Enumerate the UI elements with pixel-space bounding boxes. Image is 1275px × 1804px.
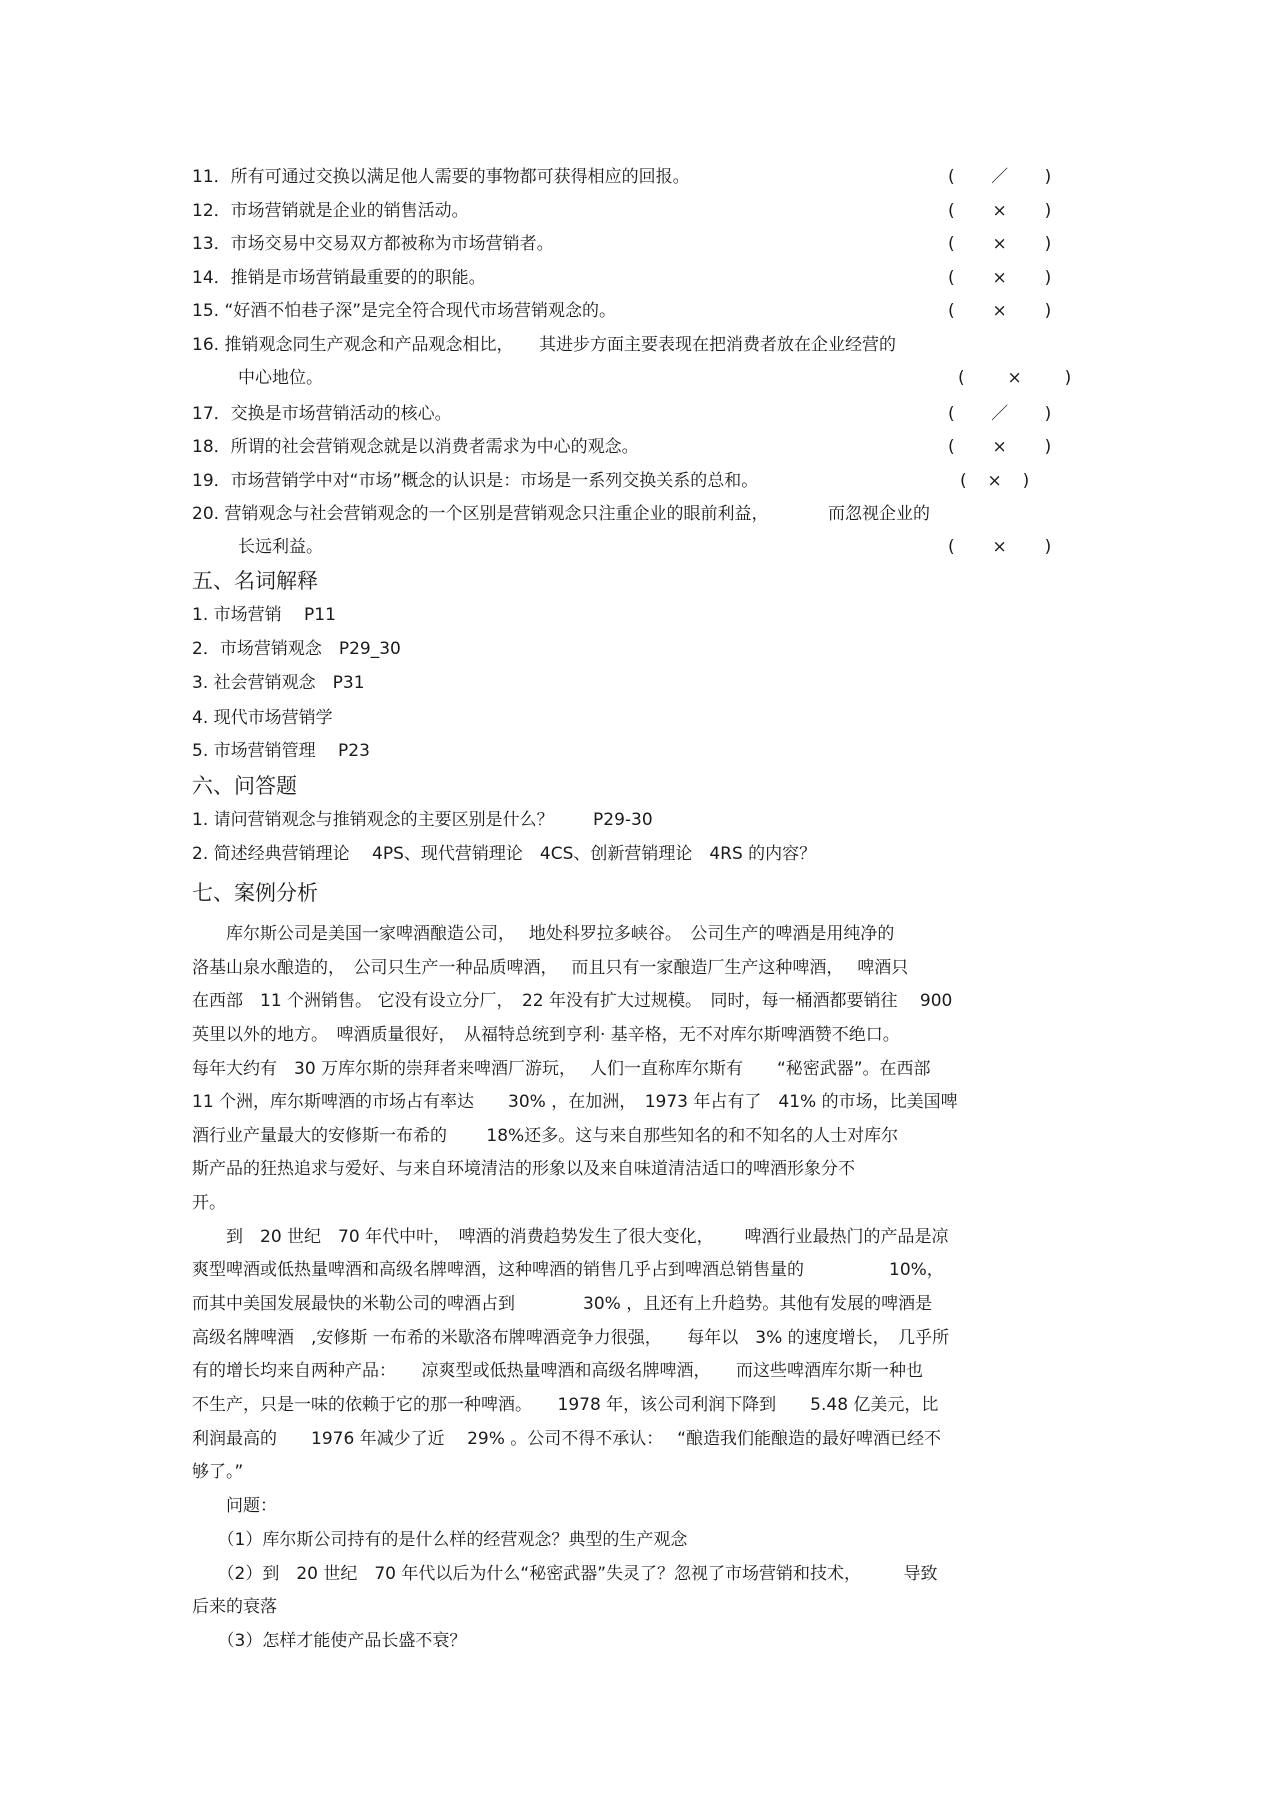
paren-open: ( (948, 234, 955, 254)
paren-open: ( (948, 404, 955, 424)
case-question: （2）到 20 世纪 70 年代以后为什么“秘密武器”失灵了？忽视了市场营销和技术， 导致 (192, 1564, 938, 1584)
term-item: 5. 市场营销管理 P23 (192, 741, 370, 761)
case-question-continued: 后来的衰落 (192, 1597, 277, 1617)
judge-item-12: 12．市场营销就是企业的销售活动。 (192, 201, 469, 221)
paren-open: ( (948, 167, 955, 187)
case-paragraph-line: 爽型啤酒或低热量啤酒和高级名牌啤酒，这种啤酒的销售几乎占到啤酒总销售量的 10%， (192, 1260, 944, 1280)
case-paragraph-line: 酒行业产量最大的安修斯一布希的 18%还多。这与来自那些知名的和不知名的人士对库尔 (192, 1126, 899, 1146)
paren-open: ( (948, 268, 955, 288)
case-paragraph-line: 斯产品的狂热追求与爱好、与来自环境清洁的形象以及来自味道清洁适口的啤酒形象分不 (192, 1159, 855, 1179)
judge-answer-12 (948, 200, 1051, 222)
judge-item-18: 18．所谓的社会营销观念就是以消费者需求为中心的观念。 (192, 437, 639, 457)
judge-item-19: 19．市场营销学中对“市场”概念的认识是：市场是一系列交换关系的总和。 (192, 471, 759, 491)
slash-mark-icon: ／ (991, 167, 1009, 187)
judge-item-20-continued: 长远利益。 (238, 537, 323, 557)
case-paragraph-line: 有的增长均来自两种产品： 凉爽型或低热量啤酒和高级名牌啤酒， 而这些啤酒库尔斯一种也 (192, 1361, 923, 1381)
paren-close: ) (1044, 201, 1052, 221)
case-paragraph-line: 每年大约有 30 万库尔斯的崇拜者来啤酒厂游玩， 人们一直称库尔斯有 “秘密武器”。在西部 (192, 1059, 931, 1079)
paren-open: ( (948, 537, 955, 557)
paren-open: ( (948, 437, 955, 457)
judge-answer-16 (958, 367, 1071, 389)
judge-answer-17 (948, 403, 1051, 425)
case-paragraph-line: 而其中美国发展最快的米勒公司的啤酒占到 30% ，且还有上升趋势。其他有发展的啤酒是 (192, 1294, 933, 1314)
cross-mark-icon: × (992, 537, 1007, 557)
cross-mark-icon: × (992, 234, 1007, 254)
paren-close: ) (1044, 268, 1052, 288)
terms-heading: 五、名词解释 (192, 569, 318, 593)
case-paragraph-line: 11 个洲，库尔斯啤酒的市场占有率达 30% ，在加洲， 1973 年占有了 41% 的市场，比美国啤 (192, 1092, 958, 1112)
case-paragraph-line: 到 20 世纪 70 年代中叶， 啤酒的消费趋势发生了很大变化， 啤酒行业最热门的产品是凉 (192, 1227, 949, 1247)
case-paragraph-line: 在西部 11 个洲销售。 它没有设立分厂， 22 年没有扩大过规模。 同时，每一桶酒都要销往 900 (192, 991, 953, 1011)
cross-mark-icon: × (992, 437, 1007, 457)
case-paragraph-line: 洛基山泉水酿造的， 公司只生产一种品质啤酒， 而且只有一家酿造厂生产这种啤酒， 啤酒只 (192, 958, 909, 978)
term-item: 3. 社会营销观念 P31 (192, 673, 365, 693)
paren-close: ) (1064, 368, 1072, 388)
cross-mark-icon: × (992, 301, 1007, 321)
case-question: （1）库尔斯公司持有的是什么样的经营观念？典型的生产观念 (192, 1530, 688, 1550)
judge-item-15: 15. “好酒不怕巷子深”是完全符合现代市场营销观念的。 (192, 301, 617, 321)
qa-heading: 六、问答题 (192, 774, 297, 798)
judge-answer-18 (948, 436, 1051, 458)
case-paragraph-line: 英里以外的地方。 啤酒质量很好， 从福特总统到亨利· 基辛格，无不对库尔斯啤酒赞不绝口。 (192, 1025, 900, 1045)
paren-close: ) (1022, 471, 1030, 491)
cross-mark-icon: × (1007, 368, 1022, 388)
paren-open: ( (958, 368, 965, 388)
judge-item-16: 16. 推销观念同生产观念和产品观念相比， 其进步方面主要表现在把消费者放在企业经营的 (192, 335, 896, 355)
judge-item-17: 17．交换是市场营销活动的核心。 (192, 404, 452, 424)
judge-item-16-continued: 中心地位。 (238, 368, 323, 388)
cross-mark-icon: × (987, 471, 1002, 491)
cross-mark-icon: × (992, 201, 1007, 221)
case-paragraph-line: 开。 (192, 1193, 226, 1213)
qa-item: 1. 请问营销观念与推销观念的主要区别是什么？ P29-30 (192, 810, 653, 830)
judge-item-11: 11．所有可通过交换以满足他人需要的事物都可获得相应的回报。 (192, 167, 690, 187)
judge-answer-14 (948, 267, 1051, 289)
judge-answer-15 (948, 300, 1051, 322)
term-item: 2．市场营销观念 P29_30 (192, 639, 401, 659)
paren-close: ) (1044, 167, 1052, 187)
case-paragraph-line: 高级名牌啤酒 ,安修斯 一布希的米歇洛布牌啤酒竞争力很强， 每年以 3% 的速度增长， 几乎所 (192, 1328, 950, 1348)
case-question: （3）怎样才能使产品长盛不衰？ (192, 1631, 467, 1651)
question-label: 问题： (192, 1496, 277, 1516)
judge-answer-19 (960, 470, 1029, 492)
paren-close: ) (1044, 537, 1052, 557)
qa-item: 2. 简述经典营销理论 4PS、现代营销理论 4CS、创新营销理论 4RS 的内容？ (192, 844, 817, 864)
case-heading: 七、案例分析 (192, 881, 318, 905)
judge-answer-20 (948, 536, 1051, 558)
cross-mark-icon: × (992, 268, 1007, 288)
paren-close: ) (1044, 404, 1052, 424)
slash-mark-icon: ／ (991, 404, 1009, 424)
judge-item-14: 14．推销是市场营销最重要的的职能。 (192, 268, 486, 288)
paren-close: ) (1044, 234, 1052, 254)
judge-answer-13 (948, 233, 1051, 255)
judge-item-13: 13．市场交易中交易双方都被称为市场营销者。 (192, 234, 554, 254)
term-item: 1. 市场营销 P11 (192, 605, 336, 625)
term-item: 4. 现代市场营销学 (192, 708, 333, 728)
case-paragraph-line: 库尔斯公司是美国一家啤酒酿造公司， 地处科罗拉多峡谷。 公司生产的啤酒是用纯净的 (192, 924, 895, 944)
paren-open: ( (960, 471, 967, 491)
judge-answer-11 (948, 166, 1051, 188)
paren-close: ) (1044, 437, 1052, 457)
paren-close: ) (1044, 301, 1052, 321)
judge-item-20: 20. 营销观念与社会营销观念的一个区别是营销观念只注重企业的眼前利益， 而忽视企业的 (192, 504, 930, 524)
case-paragraph-line: 不生产，只是一味的依赖于它的那一种啤酒。 1978 年，该公司利润下降到 5.48 亿美元，比 (192, 1395, 939, 1415)
case-paragraph-line: 利润最高的 1976 年减少了近 29% 。公司不得不承认： “酿造我们能酿造的最好啤酒已经不 (192, 1429, 941, 1449)
paren-open: ( (948, 301, 955, 321)
paren-open: ( (948, 201, 955, 221)
case-paragraph-line: 够了。” (192, 1462, 244, 1482)
